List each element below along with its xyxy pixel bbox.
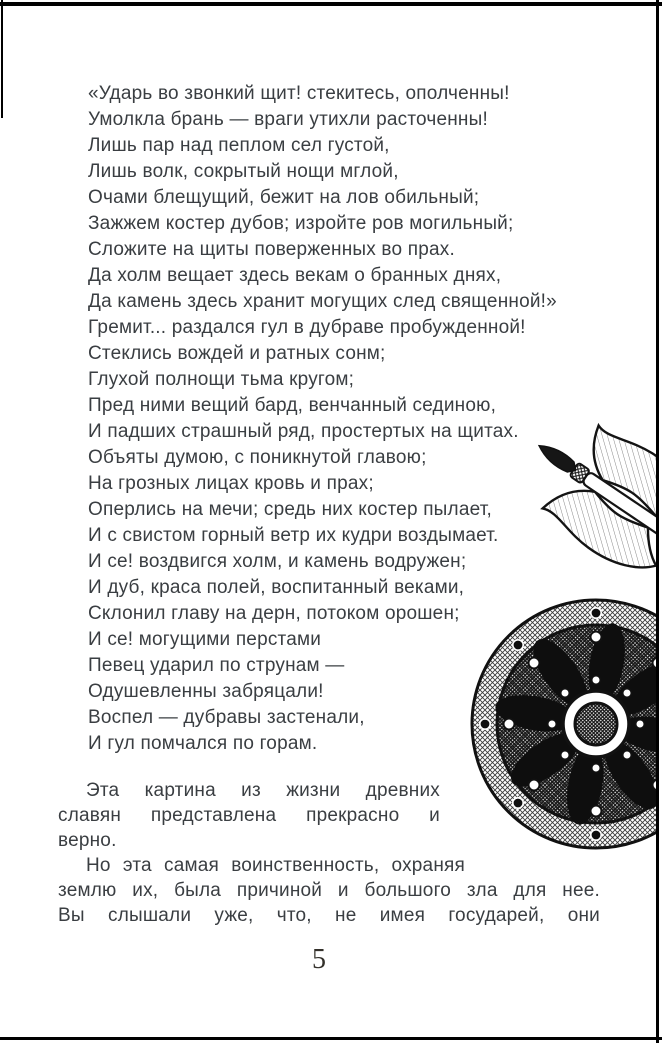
poem-line: Стеклись вождей и ратных сонм;: [88, 343, 386, 364]
poem-line: Оперлись на мечи; средь них костер пылает,: [88, 499, 493, 520]
axe-spearhead: [535, 440, 580, 477]
poem-line: И се! воздвигся холм, и камень водружен;: [88, 551, 467, 572]
poem-line: Сложите на щиты поверженных во прах.: [88, 239, 455, 260]
page-border-left: [1, 0, 3, 118]
poem-line: Пред ними вещий бард, венчанный сединою,: [88, 395, 497, 416]
prose-line: славян представлена прекрасно и: [58, 805, 440, 826]
poem-line: Одушевленны забряцали!: [88, 681, 324, 702]
poem-line: Гремит... раздался гул в дубраве пробужденной!: [88, 317, 526, 338]
poem-line: Певец ударил по струнам —: [88, 655, 345, 676]
page-number: 5: [312, 944, 326, 975]
poem-line: «Ударь во звонкий щит! стекитесь, ополченны!: [88, 83, 510, 104]
poem-line: И дуб, краса полей, воспитанный веками,: [88, 577, 465, 598]
prose-line: землю их, была причиной и большого зла для нее.: [58, 880, 600, 901]
poem-line: Лишь пар над пеплом сел густой,: [88, 135, 390, 156]
poem-line: Глухой полнощи тьма кругом;: [88, 369, 355, 390]
page-border-right: [656, 0, 659, 1043]
prose-line: Вы слышали уже, что, не имея государей, они: [58, 905, 600, 926]
prose-block: [58, 778, 600, 928]
poem-line: Воспел — дубравы застенали,: [88, 707, 365, 728]
poem-line: Очами блещущий, бежит на лов обильный;: [88, 187, 480, 208]
shield-boss-center: [575, 703, 617, 745]
battle-axe-illustration-icon: [510, 375, 662, 605]
poem-line: И се! могущими перстами: [88, 629, 322, 650]
poem-line: Да камень здесь хранит могущих след священной!»: [88, 291, 557, 312]
prose-line: верно.: [58, 830, 117, 851]
poem-line: На грозных лицах кровь и прах;: [88, 473, 374, 494]
poem-line: Зажжем костер дубов; изройте ров могильный;: [88, 213, 514, 234]
prose-line: Но эта самая воинственность, охраняя: [86, 855, 465, 876]
page-border-top: [0, 2, 662, 6]
prose-line: Эта картина из жизни древних: [86, 780, 440, 801]
poem-line: Объяты думою, с поникнутой главою;: [88, 447, 427, 468]
poem-line: Склонил главу на дерн, потоком орошен;: [88, 603, 460, 624]
page-border-bottom: [0, 1037, 662, 1040]
poem-line: Да холм вещает здесь векам о бранных днях,: [88, 265, 502, 286]
poem-line: Лишь волк, сокрытый нощи мглой,: [88, 161, 399, 182]
poem-line: И с свистом горный ветр их кудри воздымает.: [88, 525, 499, 546]
poem-line: И гул помчался по горам.: [88, 733, 318, 754]
poem-line: Умолкла брань — враги утихли расточенны!: [88, 109, 488, 130]
poem-line: И падших страшный ряд, простертых на щитах.: [88, 421, 519, 442]
